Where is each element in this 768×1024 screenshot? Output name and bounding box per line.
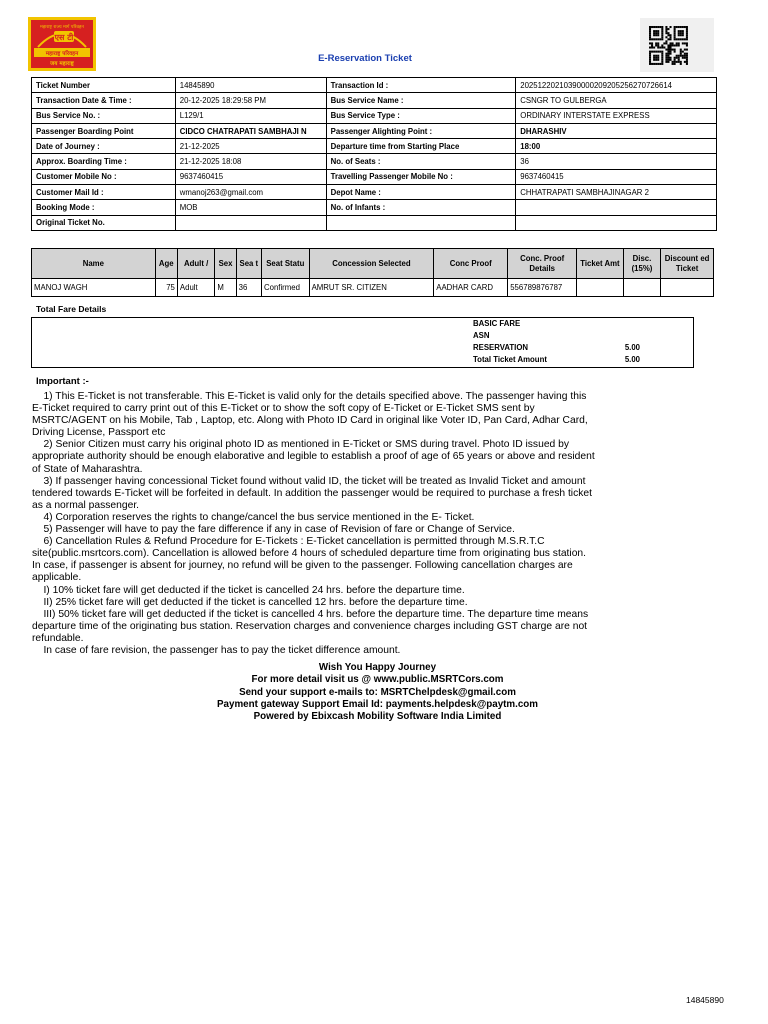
info-value: ORDINARY INTERSTATE EXPRESS (516, 108, 717, 123)
info-row (32, 185, 717, 200)
fare-details-box (31, 317, 694, 368)
logo-top-text: महाराष्ट्र राज्य मार्ग परिवहन (40, 25, 84, 30)
info-value: DHARASHIV (516, 123, 717, 138)
passenger-col-header: Discount ed Ticket (661, 249, 714, 279)
terms-line: I) 10% ticket fare will get deducted if the ticket is cancelled 24 hrs. before the departure time. (32, 584, 465, 596)
footer-line: Wish You Happy Journey (318, 662, 437, 673)
info-value: 20-12-2025 18:29:58 PM (175, 93, 326, 108)
info-label: Depot Name : (326, 185, 516, 200)
passenger-col-header: Sea t (236, 249, 261, 279)
passenger-cell: AADHAR CARD (434, 279, 508, 297)
passenger-col-header: Adult / (177, 249, 214, 279)
terms-line: 4) Corporation reserves the rights to change/cancel the bus service mentioned in the E- Ticket. (32, 511, 475, 523)
passenger-cell: Adult (177, 279, 214, 297)
total-amount-value: 5.00 (624, 355, 640, 364)
info-row (32, 215, 717, 230)
info-label: No. of Infants : (326, 200, 516, 215)
passenger-cell: Confirmed (261, 279, 309, 297)
page-title: E-Reservation Ticket (318, 53, 412, 64)
passenger-cell (661, 279, 714, 297)
terms-line: III) 50% ticket fare will get deducted if the ticket is cancelled 4 hrs. before the departure time. The departure time means (32, 608, 589, 620)
info-label: Customer Mail Id : (32, 185, 176, 200)
ticket-info-table (31, 77, 717, 231)
terms-line: 2) Senior Citizen must carry his original photo ID as mentioned in E-Ticket or SMS during travel. Photo ID issued by (32, 439, 570, 451)
terms-line: Driving License, Passport etc (32, 427, 166, 439)
terms-line: appropriate authority should be enough elaborative and legible to establish a proof of age of 65 years or above and resident (32, 451, 595, 463)
info-label: Passenger Boarding Point (32, 123, 176, 138)
info-label: No. of Seats : (326, 154, 516, 169)
info-value: CSNGR TO GULBERGA (516, 93, 717, 108)
info-value: 9637460415 (175, 169, 326, 184)
terms-line: E-Ticket required to carry print out of this E-Ticket or to show the soft copy of E-Ticket or E-Ticket SMS sent by (32, 403, 535, 415)
footer-line: Send your support e-mails to: MSRTChelpdesk@gmail.com (239, 686, 516, 698)
info-value: 36 (516, 154, 717, 169)
info-label: Bus Service Type : (326, 108, 516, 123)
footer-line: Payment gateway Support Email Id: payments.helpdesk@paytm.com (217, 698, 538, 710)
important-heading: Important :- (36, 376, 89, 387)
terms-line: In case of fare revision, the passenger has to pay the ticket difference amount. (32, 644, 401, 656)
info-row (32, 123, 717, 138)
terms-line: site(public.msrtcors.com). Cancellation is allowed before 4 hours of scheduled departure time from originating bus station. (32, 548, 587, 560)
terms-line: of State of Maharashtra. (32, 463, 143, 475)
info-row (32, 169, 717, 184)
info-label (326, 215, 516, 230)
info-label: Approx. Boarding Time : (32, 154, 176, 169)
passenger-cell (577, 279, 624, 297)
passenger-col-header: Conc Proof (434, 249, 508, 279)
passenger-col-header: Seat Statu (261, 249, 309, 279)
passenger-col-header: Disc. (15%) (623, 249, 660, 279)
info-value: wmanoj263@gmail.com (175, 185, 326, 200)
terms-line: 1) This E-Ticket is not transferable. This E-Ticket is valid only for the details specified above. The passenger having this (32, 391, 587, 402)
info-label: Bus Service Name : (326, 93, 516, 108)
info-value: 14845890 (175, 78, 326, 93)
reservation-value: 5.00 (624, 343, 640, 352)
terms-line: 6) Cancellation Rules & Refund Procedure for E-Tickets : E-Ticket cancellation is permitted through M.S.R.T.C (32, 536, 545, 548)
logo-bottom-text: महाराष्ट्र परिवहन (45, 51, 79, 57)
logo-motto-text: जय महाराष्ट्र (50, 61, 74, 67)
info-label: Bus Service No. : (32, 108, 176, 123)
info-row (32, 200, 717, 215)
info-value: 21-12-2025 (175, 139, 326, 154)
fare-details-title: Total Fare Details (36, 304, 107, 314)
info-row (32, 93, 717, 108)
terms-line: applicable. (32, 572, 82, 584)
info-value: CIDCO CHATRAPATI SAMBHAJI N (175, 123, 326, 138)
terms-line: refundable. (32, 632, 84, 644)
logo-badge-text: एस टी (54, 33, 74, 42)
reservation-label: RESERVATION (473, 343, 529, 352)
terms-line: departure time of the originating bus station. Reservation charges and convenience charges including GST charge are not (32, 620, 588, 632)
passenger-cell: AMRUT SR. CITIZEN (309, 279, 434, 297)
page-number: 14845890 (686, 995, 724, 1005)
terms-line: 5) Passenger will have to pay the fare difference if any in case of Revision of fare or Change of Service. (32, 524, 515, 536)
passenger-table (31, 248, 714, 297)
info-label: Transaction Date & Time : (32, 93, 176, 108)
passenger-col-header: Ticket Amt (577, 249, 624, 279)
info-value: 18:00 (516, 139, 717, 154)
total-amount-label: Total Ticket Amount (473, 355, 547, 364)
terms-line: MSRTC/AGENT on his Mobile, Tab , Laptop, etc. Along with Photo ID Card in original like Voter ID, Pan Card, Adhar Card, (32, 415, 588, 427)
terms-line: as a normal passenger. (32, 499, 140, 511)
info-row (32, 108, 717, 123)
passenger-col-header: Concession Selected (309, 249, 434, 279)
terms-line: In case, if passenger is absent for journey, no refund will be given to the passenger. Following cancellation charges are (32, 560, 573, 572)
info-label: Passenger Alighting Point : (326, 123, 516, 138)
terms-line: tendered towards E-Ticket will be forfeited in default. In addition the passenger would be required to purchase a fresh ticket (32, 487, 592, 499)
info-label: Departure time from Starting Place (326, 139, 516, 154)
info-value: CHHATRAPATI SAMBHAJINAGAR 2 (516, 185, 717, 200)
passenger-cell: 75 (155, 279, 177, 297)
info-row (32, 139, 717, 154)
passenger-cell: 36 (236, 279, 261, 297)
info-label: Ticket Number (32, 78, 176, 93)
info-row (32, 78, 717, 93)
footer (0, 662, 755, 723)
info-value (175, 215, 326, 230)
info-label: Booking Mode : (32, 200, 176, 215)
info-value: 20251220210390000209205256270726614 (516, 78, 717, 93)
info-value: 9637460415 (516, 169, 717, 184)
asn-label: ASN (473, 331, 490, 340)
footer-line: Powered by Ebixcash Mobility Software India Limited (253, 711, 502, 723)
terms-text (32, 391, 672, 657)
terms-line: 3) If passenger having concessional Ticket found without valid ID, the ticket will be treated as Invalid Ticket and amount (32, 475, 586, 487)
info-value (516, 215, 717, 230)
passenger-col-header: Sex (215, 249, 236, 279)
info-label: Original Ticket No. (32, 215, 176, 230)
passenger-cell: 556789876787 (508, 279, 577, 297)
info-label: Travelling Passenger Mobile No : (326, 169, 516, 184)
info-label: Customer Mobile No : (32, 169, 176, 184)
basic-fare-label: BASIC FARE (473, 319, 521, 328)
info-value: L129/1 (175, 108, 326, 123)
passenger-cell: MANOJ WAGH (32, 279, 156, 297)
passenger-col-header: Age (155, 249, 177, 279)
passenger-cell: M (215, 279, 236, 297)
passenger-col-header: Name (32, 249, 156, 279)
passenger-col-header: Conc. Proof Details (508, 249, 577, 279)
info-value: 21-12-2025 18:08 (175, 154, 326, 169)
passenger-row (32, 279, 714, 297)
info-value: MOB (175, 200, 326, 215)
footer-line: For more detail visit us @ www.public.MSRTCors.com (251, 674, 504, 686)
passenger-cell (623, 279, 660, 297)
info-label: Date of Journey : (32, 139, 176, 154)
info-label: Transaction Id : (326, 78, 516, 93)
info-value (516, 200, 717, 215)
terms-line: II) 25% ticket fare will get deducted if the ticket is cancelled 12 hrs. before the departure time. (32, 596, 468, 608)
info-row (32, 154, 717, 169)
